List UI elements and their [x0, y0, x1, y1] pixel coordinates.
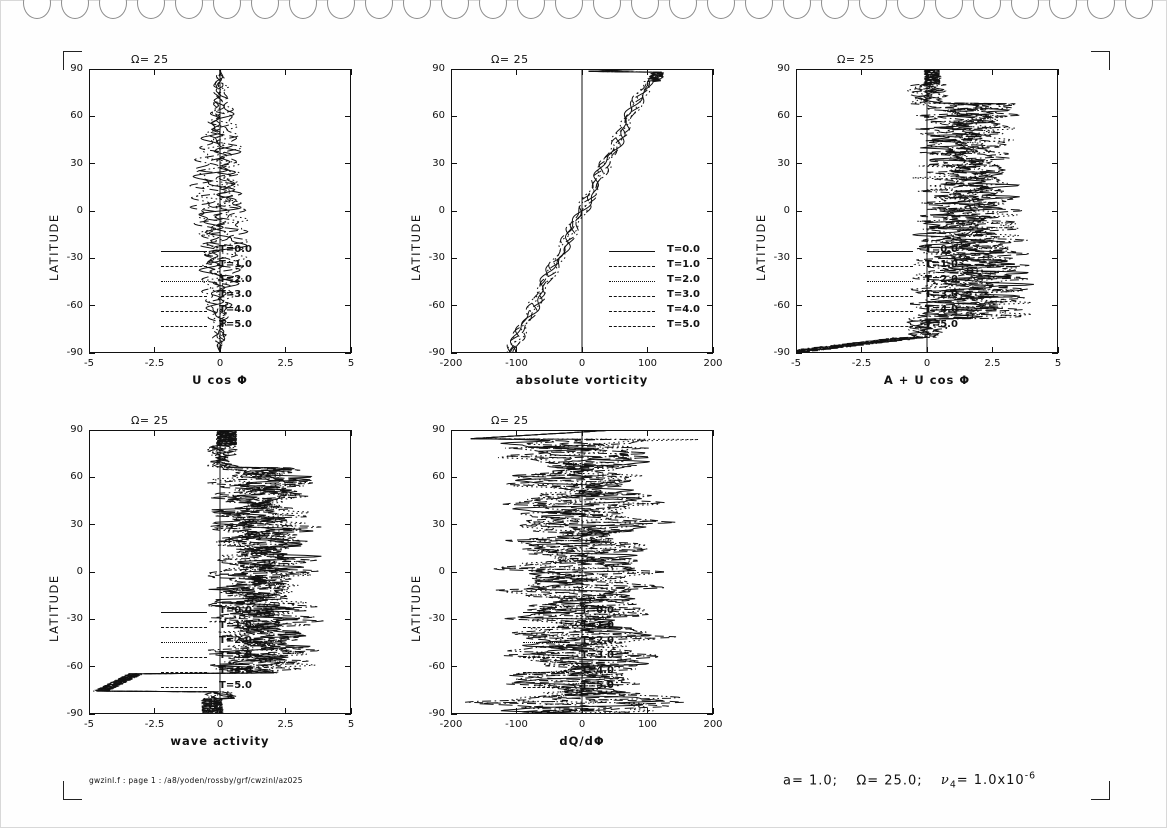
- legend-label: T=0.0: [581, 605, 614, 616]
- y-tick-mark: [1052, 116, 1058, 117]
- legend-label: T=3.0: [581, 650, 614, 661]
- y-tick-mark: [796, 69, 802, 70]
- y-tick-mark: [345, 430, 351, 431]
- y-tick-mark: [1052, 211, 1058, 212]
- legend-line-sample: [609, 296, 655, 297]
- y-tick-mark: [89, 524, 95, 525]
- y-tick-mark: [345, 353, 351, 354]
- x-axis-label-2: absolute vorticity: [515, 373, 649, 387]
- y-tick-mark: [451, 430, 457, 431]
- legend-line-sample: [161, 251, 207, 252]
- punch-hole: [745, 0, 773, 19]
- x-tick-mark: [713, 69, 714, 75]
- y-tick-mark: [707, 666, 713, 667]
- x-tick-mark: [154, 430, 155, 436]
- x-tick-label: 5: [347, 358, 355, 369]
- y-tick-mark: [345, 572, 351, 573]
- legend-line-sample: [609, 326, 655, 327]
- y-tick-mark: [345, 258, 351, 259]
- x-tick-label: -100: [505, 358, 528, 369]
- punch-hole: [897, 0, 925, 19]
- y-tick-label: 30: [432, 518, 445, 530]
- y-tick-mark: [451, 477, 457, 478]
- y-tick-mark: [1052, 353, 1058, 354]
- punch-hole: [1125, 0, 1153, 19]
- y-tick-label: -60: [428, 660, 445, 672]
- punch-hole-strip: [1, 1, 1167, 37]
- y-tick-label: 60: [777, 110, 790, 122]
- y-tick-mark: [707, 69, 713, 70]
- y-tick-label: 30: [432, 157, 445, 169]
- punch-hole: [935, 0, 963, 19]
- x-tick-label: 0: [923, 358, 931, 369]
- y-tick-mark: [451, 524, 457, 525]
- y-tick-label: -30: [66, 252, 83, 264]
- legend-label: T=3.0: [219, 650, 252, 661]
- x-tick-label: -2.5: [851, 358, 872, 369]
- x-tick-mark: [351, 69, 352, 75]
- y-tick-label: 0: [783, 205, 790, 216]
- punch-hole: [99, 0, 127, 19]
- x-tick-label: 200: [703, 358, 723, 369]
- y-tick-label: 90: [432, 424, 445, 435]
- panel-title-3: Ω= 25: [837, 53, 875, 66]
- punch-hole: [23, 0, 51, 19]
- legend-label: T=5.0: [219, 680, 252, 691]
- x-tick-mark: [582, 430, 583, 436]
- punch-hole: [251, 0, 279, 19]
- x-tick-mark: [220, 708, 221, 714]
- x-tick-mark: [154, 347, 155, 353]
- legend-line-sample: [867, 266, 913, 267]
- crop-mark-bottom-left: [63, 781, 82, 800]
- y-tick-mark: [89, 430, 95, 431]
- punch-hole: [175, 0, 203, 19]
- y-tick-mark: [707, 477, 713, 478]
- y-tick-label: -60: [66, 299, 83, 311]
- x-tick-mark: [861, 347, 862, 353]
- y-axis-label-4: LATITUDE: [47, 574, 61, 642]
- x-tick-mark: [516, 347, 517, 353]
- legend-label: T=3.0: [667, 289, 700, 300]
- y-tick-mark: [707, 116, 713, 117]
- x-tick-label: 0: [578, 358, 586, 369]
- y-tick-mark: [345, 524, 351, 525]
- y-tick-mark: [451, 619, 457, 620]
- y-tick-mark: [707, 572, 713, 573]
- punch-hole: [1087, 0, 1115, 19]
- legend-line-sample: [523, 657, 569, 658]
- y-tick-mark: [707, 619, 713, 620]
- legend-line-sample: [523, 687, 569, 688]
- legend-label: T=5.0: [581, 680, 614, 691]
- punch-hole: [327, 0, 355, 19]
- y-tick-mark: [796, 116, 802, 117]
- footer-param-nu: $\nu_4= 1.0x10^{-6}$: [940, 771, 1037, 791]
- punch-hole: [61, 0, 89, 19]
- x-tick-label: 5: [347, 719, 355, 730]
- punch-hole: [479, 0, 507, 19]
- punch-hole: [137, 0, 165, 19]
- y-tick-label: 60: [70, 110, 83, 122]
- y-tick-mark: [89, 211, 95, 212]
- x-tick-mark: [220, 430, 221, 436]
- legend-line-sample: [609, 311, 655, 312]
- x-tick-mark: [154, 69, 155, 75]
- y-tick-mark: [451, 211, 457, 212]
- punch-hole: [593, 0, 621, 19]
- legend-label: T=5.0: [667, 319, 700, 330]
- legend-label: T=2.0: [581, 635, 614, 646]
- y-tick-mark: [345, 477, 351, 478]
- y-axis-label-1: LATITUDE: [47, 213, 61, 281]
- y-tick-label: -90: [773, 347, 790, 358]
- x-tick-mark: [796, 69, 797, 75]
- legend-label: T=5.0: [219, 319, 252, 330]
- legend-label: T=0.0: [925, 244, 958, 255]
- x-axis-label-5: dQ/dΦ: [559, 734, 605, 748]
- punch-hole: [783, 0, 811, 19]
- x-tick-mark: [89, 69, 90, 75]
- y-tick-mark: [89, 714, 95, 715]
- legend-line-sample: [609, 281, 655, 282]
- x-tick-label: -2.5: [144, 719, 165, 730]
- y-tick-mark: [345, 211, 351, 212]
- y-tick-label: 90: [70, 424, 83, 435]
- legend-line-sample: [867, 296, 913, 297]
- y-tick-label: 60: [432, 110, 445, 122]
- y-tick-label: 90: [70, 63, 83, 74]
- y-tick-mark: [89, 69, 95, 70]
- legend-line-sample: [161, 627, 207, 628]
- y-tick-mark: [89, 258, 95, 259]
- x-tick-mark: [89, 430, 90, 436]
- x-tick-mark: [154, 708, 155, 714]
- legend-line-sample: [161, 612, 207, 613]
- y-tick-mark: [89, 477, 95, 478]
- x-tick-mark: [1058, 69, 1059, 75]
- crop-mark-bottom-right: [1091, 781, 1110, 800]
- y-tick-label: -90: [428, 708, 445, 719]
- y-tick-label: -30: [773, 252, 790, 264]
- x-tick-label: -200: [439, 719, 463, 730]
- x-tick-label: 5: [1054, 358, 1062, 369]
- y-tick-mark: [707, 430, 713, 431]
- x-tick-label: -2.5: [144, 358, 165, 369]
- y-tick-mark: [345, 714, 351, 715]
- x-tick-label: 0: [578, 719, 586, 730]
- y-tick-mark: [796, 258, 802, 259]
- y-tick-label: 0: [438, 566, 445, 577]
- y-tick-mark: [345, 666, 351, 667]
- footer-param-a: a= 1.0;: [783, 773, 839, 789]
- x-tick-mark: [647, 347, 648, 353]
- x-tick-label: 100: [637, 358, 658, 369]
- legend-label: T=5.0: [925, 319, 958, 330]
- y-tick-mark: [451, 69, 457, 70]
- y-tick-label: 0: [438, 205, 445, 216]
- x-tick-mark: [647, 430, 648, 436]
- x-tick-mark: [992, 347, 993, 353]
- y-tick-mark: [796, 163, 802, 164]
- x-axis-label-4: wave activity: [170, 734, 270, 748]
- legend-label: T=4.0: [925, 304, 958, 315]
- x-tick-mark: [285, 69, 286, 75]
- panel-title-2: Ω= 25: [491, 53, 529, 66]
- legend-label: T=1.0: [219, 259, 252, 270]
- y-tick-mark: [451, 353, 457, 354]
- footer-file-path: gwzinl.f : page 1 : /a8/yoden/rossby/grf/cwzinl/az025: [89, 776, 303, 785]
- x-tick-mark: [582, 708, 583, 714]
- punch-hole: [555, 0, 583, 19]
- x-tick-mark: [220, 347, 221, 353]
- punch-hole: [821, 0, 849, 19]
- legend-line-sample: [161, 642, 207, 643]
- legend-label: T=1.0: [925, 259, 958, 270]
- y-tick-label: -60: [773, 299, 790, 311]
- y-tick-mark: [345, 305, 351, 306]
- y-tick-mark: [345, 619, 351, 620]
- y-tick-mark: [1052, 163, 1058, 164]
- x-axis-label-3: A + U cos Φ: [883, 373, 971, 387]
- x-tick-mark: [861, 69, 862, 75]
- y-tick-label: 60: [432, 471, 445, 483]
- legend-line-sample: [161, 657, 207, 658]
- legend-line-sample: [161, 281, 207, 282]
- x-tick-mark: [516, 430, 517, 436]
- x-tick-label: -5: [84, 358, 94, 369]
- y-tick-label: 90: [432, 63, 445, 74]
- y-tick-mark: [1052, 258, 1058, 259]
- x-tick-label: -5: [84, 719, 94, 730]
- legend-label: T=2.0: [219, 635, 252, 646]
- y-tick-label: 0: [76, 205, 83, 216]
- x-tick-mark: [647, 708, 648, 714]
- x-tick-label: 2.5: [277, 358, 294, 369]
- x-tick-label: 200: [703, 719, 723, 730]
- y-tick-mark: [451, 572, 457, 573]
- y-tick-mark: [89, 353, 95, 354]
- legend-label: T=1.0: [581, 620, 614, 631]
- legend-label: T=3.0: [925, 289, 958, 300]
- footer-param-omega: Ω= 25.0;: [856, 773, 923, 789]
- punch-hole: [403, 0, 431, 19]
- x-tick-mark: [647, 69, 648, 75]
- legend-label: T=1.0: [667, 259, 700, 270]
- legend-line-sample: [609, 266, 655, 267]
- legend-label: T=2.0: [667, 274, 700, 285]
- y-tick-mark: [707, 714, 713, 715]
- x-tick-mark: [451, 430, 452, 436]
- x-tick-label: -200: [439, 358, 463, 369]
- x-tick-label: 2.5: [277, 719, 294, 730]
- y-tick-mark: [89, 572, 95, 573]
- y-tick-label: -90: [428, 347, 445, 358]
- legend-label: T=2.0: [219, 274, 252, 285]
- y-tick-label: 0: [76, 566, 83, 577]
- punch-hole: [859, 0, 887, 19]
- legend-label: T=2.0: [925, 274, 958, 285]
- legend-line-sample: [867, 326, 913, 327]
- x-tick-mark: [713, 430, 714, 436]
- y-tick-mark: [796, 353, 802, 354]
- x-tick-mark: [927, 69, 928, 75]
- y-tick-label: -30: [66, 613, 83, 625]
- panel-title-4: Ω= 25: [131, 414, 169, 427]
- y-tick-mark: [89, 666, 95, 667]
- y-tick-label: -30: [428, 252, 445, 264]
- y-tick-label: 60: [70, 471, 83, 483]
- x-tick-mark: [582, 69, 583, 75]
- y-tick-label: -60: [66, 660, 83, 672]
- legend-line-sample: [161, 266, 207, 267]
- punch-hole: [669, 0, 697, 19]
- x-tick-mark: [285, 430, 286, 436]
- x-tick-mark: [992, 69, 993, 75]
- y-tick-mark: [451, 116, 457, 117]
- legend-label: T=0.0: [219, 244, 252, 255]
- punch-hole: [289, 0, 317, 19]
- punch-hole: [1049, 0, 1077, 19]
- y-tick-mark: [451, 163, 457, 164]
- y-tick-mark: [1052, 305, 1058, 306]
- crop-mark-top-right: [1091, 51, 1110, 70]
- punch-hole: [973, 0, 1001, 19]
- x-tick-mark: [516, 69, 517, 75]
- punch-hole: [631, 0, 659, 19]
- x-tick-mark: [220, 69, 221, 75]
- y-tick-mark: [451, 666, 457, 667]
- legend-label: T=0.0: [219, 605, 252, 616]
- x-tick-label: -5: [791, 358, 801, 369]
- legend-line-sample: [161, 672, 207, 673]
- y-axis-label-2: LATITUDE: [409, 213, 423, 281]
- y-tick-mark: [451, 258, 457, 259]
- legend-line-sample: [609, 251, 655, 252]
- x-tick-label: -100: [505, 719, 528, 730]
- x-tick-mark: [285, 708, 286, 714]
- punch-hole: [441, 0, 469, 19]
- y-tick-label: -90: [66, 347, 83, 358]
- punch-hole: [517, 0, 545, 19]
- y-tick-mark: [707, 211, 713, 212]
- legend-label: T=4.0: [219, 304, 252, 315]
- y-tick-mark: [796, 211, 802, 212]
- punch-hole: [707, 0, 735, 19]
- y-tick-label: 30: [70, 157, 83, 169]
- y-tick-mark: [89, 163, 95, 164]
- legend-line-sample: [867, 311, 913, 312]
- x-tick-mark: [927, 347, 928, 353]
- x-tick-mark: [285, 347, 286, 353]
- y-tick-mark: [707, 163, 713, 164]
- y-tick-label: -60: [428, 299, 445, 311]
- punch-hole: [1011, 0, 1039, 19]
- y-tick-mark: [451, 714, 457, 715]
- y-tick-mark: [345, 69, 351, 70]
- legend-line-sample: [867, 251, 913, 252]
- y-tick-mark: [89, 619, 95, 620]
- y-tick-mark: [345, 163, 351, 164]
- footer-parameters: [783, 771, 1036, 791]
- legend-label: T=4.0: [667, 304, 700, 315]
- legend-line-sample: [523, 627, 569, 628]
- y-tick-mark: [707, 524, 713, 525]
- legend-label: T=0.0: [667, 244, 700, 255]
- y-tick-mark: [707, 258, 713, 259]
- y-tick-mark: [1052, 69, 1058, 70]
- x-tick-label: 0: [216, 719, 224, 730]
- punch-hole: [365, 0, 393, 19]
- legend-line-sample: [161, 311, 207, 312]
- legend-line-sample: [161, 296, 207, 297]
- legend-label: T=4.0: [219, 665, 252, 676]
- x-tick-label: 100: [637, 719, 658, 730]
- x-tick-mark: [451, 69, 452, 75]
- x-tick-label: 2.5: [984, 358, 1001, 369]
- y-tick-mark: [707, 353, 713, 354]
- legend-label: T=4.0: [581, 665, 614, 676]
- x-tick-mark: [582, 347, 583, 353]
- legend-line-sample: [523, 612, 569, 613]
- y-tick-label: 30: [70, 518, 83, 530]
- y-tick-mark: [89, 305, 95, 306]
- y-tick-mark: [345, 116, 351, 117]
- x-axis-label-1: U cos Φ: [192, 373, 248, 387]
- panel-title-5: Ω= 25: [491, 414, 529, 427]
- legend-label: T=1.0: [219, 620, 252, 631]
- legend-line-sample: [867, 281, 913, 282]
- y-tick-mark: [707, 305, 713, 306]
- legend-line-sample: [161, 326, 207, 327]
- y-tick-mark: [796, 305, 802, 306]
- legend-line-sample: [523, 642, 569, 643]
- panel-title-1: Ω= 25: [131, 53, 169, 66]
- y-tick-mark: [451, 305, 457, 306]
- y-axis-label-5: LATITUDE: [409, 574, 423, 642]
- x-tick-mark: [351, 430, 352, 436]
- legend-label: T=3.0: [219, 289, 252, 300]
- y-axis-label-3: LATITUDE: [754, 213, 768, 281]
- y-tick-label: -30: [428, 613, 445, 625]
- legend-line-sample: [523, 672, 569, 673]
- y-tick-label: -90: [66, 708, 83, 719]
- x-tick-mark: [516, 708, 517, 714]
- y-tick-mark: [89, 116, 95, 117]
- y-tick-label: 30: [777, 157, 790, 169]
- punch-hole: [213, 0, 241, 19]
- x-tick-label: 0: [216, 358, 224, 369]
- y-tick-label: 90: [777, 63, 790, 74]
- legend-line-sample: [161, 687, 207, 688]
